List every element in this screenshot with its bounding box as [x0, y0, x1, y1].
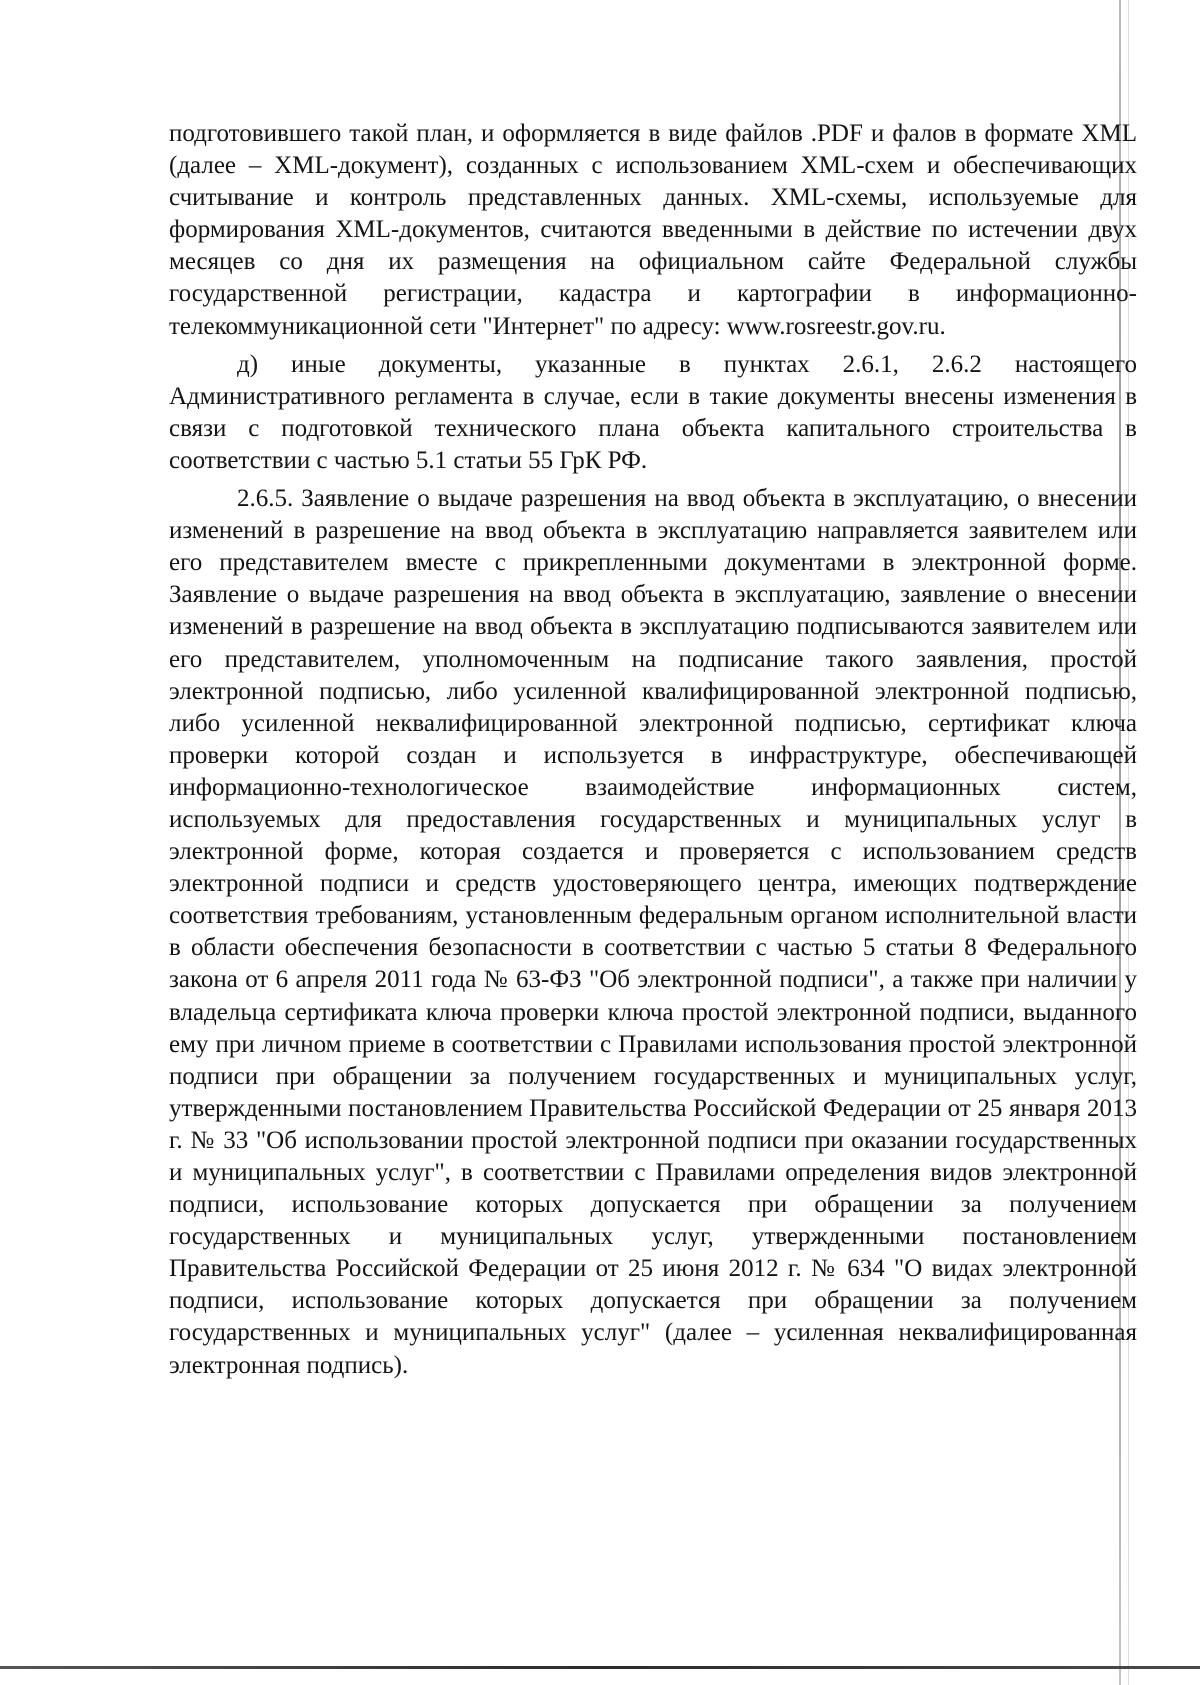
document-body	[169, 118, 1137, 1382]
paragraph-continuation-xml: подготовившего такой план, и оформляется в виде файлов .PDF и фалов в формате XML (далее – XML-документ), созданных с использованием XML-схем и обеспечивающих считывание и контроль представленных данных. XML-схемы, используемые для формирования XML-документов, считаются введенными в действие по истечении двух месяцев со дня их размещения на официальном сайте Федеральной службы государственной регистрации, кадастра и картографии в информационно-телекоммуникационной сети "Интернет" по адресу: www.rosreestr.gov.ru.	[169, 120, 1137, 340]
paragraph-2-6-5: 2.6.5. Заявление о выдаче разрешения на ввод объекта в эксплуатацию, о внесении изменений в разрешение на ввод объекта в эксплуатацию направляется заявителем или его представителем вместе с прикрепленными документами в электронной форме. Заявление о выдаче разрешения на ввод объекта в эксплуатацию, заявление о внесении изменений в разрешение на ввод объекта в эксплуатацию подписываются заявителем или его представителем, уполномоченным на подписание такого заявления, простой электронной подписью, либо усиленной квалифицированной электронной подписью, либо усиленной неквалифицированной электронной подписью, сертификат ключа проверки которой создан и используется в инфраструктуре, обеспечивающей информационно-технологическое взаимодействие информационных систем, используемых для предоставления государственных и муниципальных услуг в электронной форме, которая создается и проверяется с использованием средств электронной подписи и средств удостоверяющего центра, имеющих подтверждение соответствия требованиям, установленным федеральным органом исполнительной власти в области обеспечения безопасности в соответствии с частью 5 статьи 8 Федерального закона от 6 апреля 2011 года № 63-ФЗ "Об электронной подписи", а также при наличии у владельца сертификата ключа проверки ключа простой электронной подписи, выданного ему при личном приеме в соответствии с Правилами использования простой электронной подписи при обращении за получением государственных и муниципальных услуг, утвержденными постановлением Правительства Российской Федерации от 25 января 2013 г. № 33 "Об использовании простой электронной подписи при оказании государственных и муниципальных услуг", в соответствии с Правилами определения видов электронной подписи, использование которых допускается при обращении за получением государственных и муниципальных услуг, утвержденными постановлением Правительства Российской Федерации от 25 июня 2012 г. № 634 "О видах электронной подписи, использование которых допускается при обращении за получением государственных и муниципальных услуг" (далее – усиленная неквалифицированная электронная подпись).	[169, 485, 1137, 1379]
scan-bottom-edge-line	[0, 1666, 1200, 1669]
paragraph-item-d: д) иные документы, указанные в пунктах 2.6.1, 2.6.2 настоящего Административного регламента в случае, если в такие документы внесены изменения в связи с подготовкой технического плана объекта капитального строительства в соответствии с частью 5.1 статьи 55 ГрК РФ.	[169, 350, 1137, 474]
